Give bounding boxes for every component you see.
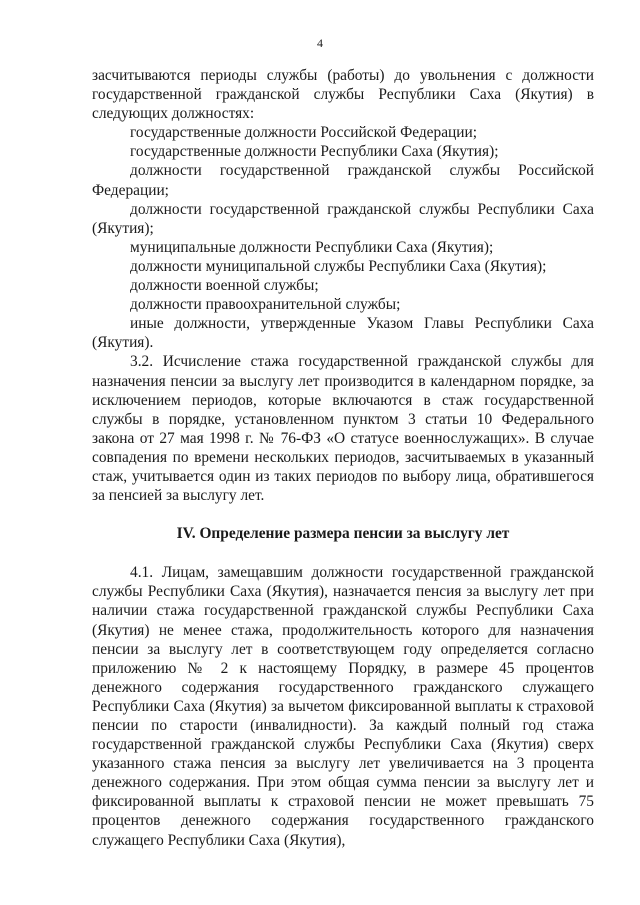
list-item: должности военной службы;	[130, 277, 319, 295]
list-item: должности муниципальной службы Республики Саха (Якутия);	[130, 257, 547, 275]
page-number: 4	[317, 36, 323, 50]
list-item: муниципальные должности Республики Саха (Якутия);	[130, 238, 494, 256]
section-heading: IV. Определение размера пенсии за выслугу лет	[176, 525, 510, 543]
list-item: должности государственной гражданской службы Республики Саха (Якутия);	[92, 200, 594, 237]
list-item: должности государственной гражданской службы Российской Федерации;	[92, 162, 594, 199]
positions-list	[92, 123, 594, 352]
list-item: иные должности, утвержденные Указом Главы Республики Саха (Якутия).	[92, 315, 594, 352]
list-item: государственные должности Российской Федерации;	[130, 124, 478, 142]
clause-3-2: 3.2. Исчисление стажа государственной гражданской службы для назначения пенсии за выслугу лет производится в календарном порядке, за исключением периодов, которые включаются в стаж государственной службы в порядке, установленном пунктом 3 статьи 10 Федерального закона от 27 мая 1998 г. № 76-ФЗ «О статусе военнослужащих». В случае совпадения по времени нескольких периодов, засчитываемых в указанный стаж, учитывается один из таких периодов по выбору лица, обратившегося за пенсией за выслугу лет.	[92, 353, 594, 505]
list-item: государственные должности Республики Саха (Якутия);	[130, 143, 499, 161]
clause-4-1: 4.1. Лицам, замещавшим должности государственной гражданской службы Республики Саха (Якутия), назначается пенсия за выслугу лет при наличии стажа государственной гражданской службы Республики Саха (Якутия) не менее стажа, продолжительность которого для назначения пенсии за выслугу лет в соответствующем году определяется согласно приложению № 2 к настоящему Порядку, в размере 45 процентов денежного содержания государственного гражданского служащего Республики Саха (Якутия) за вычетом фиксированной выплаты к страховой пенсии по старости (инвалидности). За каждый полный год стажа государственной гражданской службы Республики Саха (Якутия) сверх указанного стажа пенсия за выслугу лет увеличивается на 3 процента денежного содержания. При этом общая сумма пенсии за выслугу лет и фиксированной выплаты к страховой пенсии не может превышать 75 процентов денежного содержания государственного гражданского служащего Республики Саха (Якутия),	[92, 564, 594, 849]
document-body	[92, 66, 594, 850]
list-item: должности правоохранительной службы;	[130, 296, 401, 314]
intro-paragraph: засчитываются периоды службы (работы) до увольнения с должности государственной гражданской службы Республики Саха (Якутия) в следующих должностях:	[92, 67, 594, 123]
